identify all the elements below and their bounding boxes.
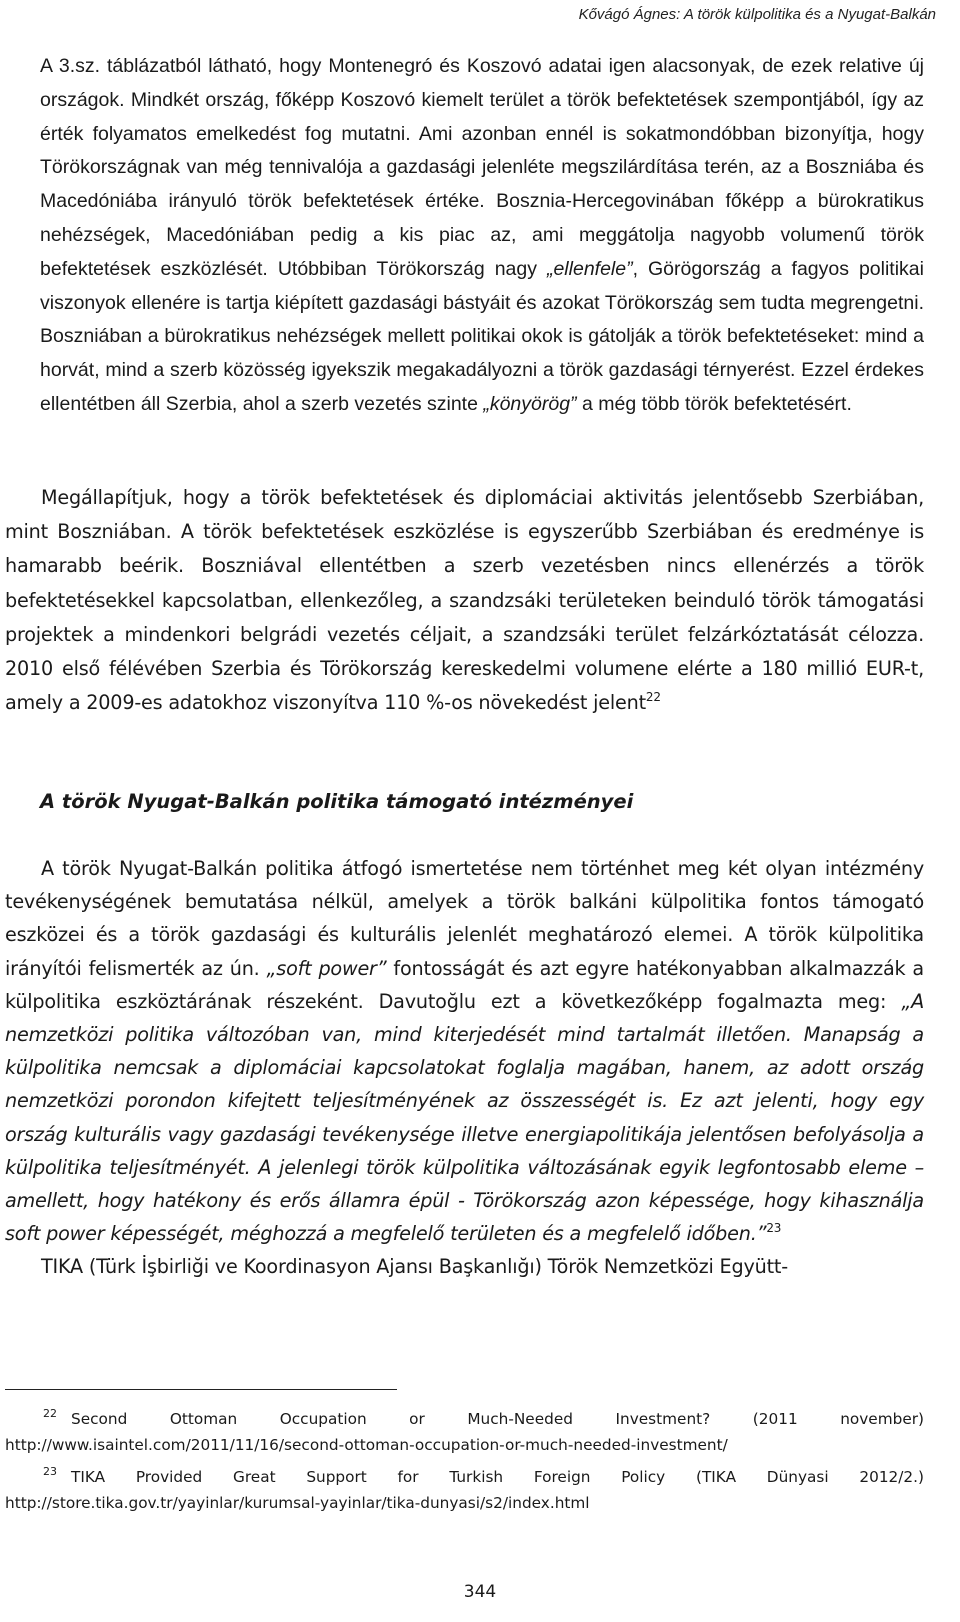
paragraph-tika: TIKA (Türk İşbirliği ve Koordinasyon Ajansı Başkanlığı) Török Nemzetközi Együtt- xyxy=(41,1255,788,1279)
emphasis-konyorog: „könyörög” xyxy=(483,392,577,415)
davutoglu-quote: „A nemzetközi politika változóban van, mind kiterjedését mind tartalmát illetően. Manapság a külpolitika nemcsak a diplomáciai kapcsolatokat foglalja magában, hanem, az adott ország nemzetközi porondon kifejtett teljesítményének az összességét is. Ez azt jelenti, hogy egy ország kulturális vagy gazdasági tevékenysége illetve energiapolitikája jelentősen befolyásolja a külpolitika teljesítményét. A jelenlegi török külpolitika változásának egyik legfontosabb eleme – amellett, hogy hatékony és erős államra épül - Törökország azon képessége, hogy kihasználja soft power képességét, méghozzá a megfelelő területen és a megfelelő időben.” xyxy=(5,989,924,1246)
footnote-ref-23[interactable]: 23 xyxy=(766,1221,782,1236)
paragraph-text: fontosságát és azt egyre hatékonyabban alkalmazzák a külpolitika eszköztárának részeként. Davutoğlu ezt a következőképp fogalmazta meg: xyxy=(5,956,924,1013)
footnote-23 xyxy=(5,1464,924,1516)
paragraph-text: A 3.sz. táblázatból látható, hogy Montenegró és Koszovó adatai igen alacsonyak, de ezek relative új országok. Mindkét ország, főképp Koszovó kiemelt terület a török befektetések szempontjából, így az érték folyamatos emelkedést fog mutatni. Ami azonban ennél is sokatmondóbban bizonyítja, hogy Törökországnak van még tennivalója a gazdasági jelenléte megszilárdítása terén, az a Boszniába és Macedóniába irányuló török befektetések értéke. Bosznia-Hercegovinában főképp a bürokratikus nehézségek, Macedóniában pedig a kis piac az, ami meggátolja nagyobb volumenű török befektetések eszközlését. Utóbbiban Törökország nagy xyxy=(40,55,924,280)
footnotes xyxy=(5,1406,924,1522)
paragraph-text: , Görögország a fagyos politikai viszonyok ellenére is tartja kiépített gazdasági bástyáit és azokat Törökország sem tudta megrengetni. Boszniában a bürokratikus nehézségek mellett politikai okok is gátolják a török befektetéseket: mind a horvát, mind a szerb közösség igyekszik megakadályozni a török gazdasági térnyerést. Ezzel érdekes ellentétben áll Szerbia, ahol a szerb vezetés szinte xyxy=(40,257,924,415)
footnote-number: 22 xyxy=(43,1407,57,1420)
paragraph-text: Megállapítjuk, hogy a török befektetések és diplomáciai aktivitás jelentősebb Szerbiában, mint Boszniában. A török befektetések eszközlése is egyszerűbb Szerbiában és eredménye is hamarabb beérik. Boszniával ellentétben a szerb vezetésben nincs ellenérzés a török befektetésekkel kapcsolatban, ellenkezőleg, a szandzsáki területeken beinduló török támogatási projektek a mindenkori belgrádi vezetés céljait, a szandzsáki terület felzárkóztatását célozza. 2010 első félévében Szerbia és Törökország kereskedelmi volumene elérte a 180 millió EUR-t, amely a 2009-es adatokhoz viszonyítva 110 %-os növekedést jelent xyxy=(5,486,924,715)
paragraph-text: a még több török befektetésért. xyxy=(576,392,852,415)
footnote-number: 23 xyxy=(43,1465,57,1478)
paragraph-text: A török Nyugat-Balkán politika átfogó ismertetése nem történhet meg két olyan intézmény tevékenységének bemutatása nélkül, amelyek a török balkáni külpolitika fontos támogató eszközei és a török gazdasági és kulturális jelenlét meghatározó elemei. A török külpolitika irányítói felismerték az ún. xyxy=(5,857,924,980)
footnote-text[interactable]: TIKA Provided Great Support for Turkish Foreign Policy (TIKA Dünyasi 2012/2.) http://store.tika.gov.tr/yayinlar/kurumsal-yayinlar/tika-dunyasi/s2/index.html xyxy=(5,1468,924,1512)
emphasis-soft-power: „soft power” xyxy=(266,956,387,980)
paragraph-serbia-bosnia xyxy=(5,481,924,720)
emphasis-ellenfele: „ellenfele” xyxy=(546,257,633,280)
footnote-22 xyxy=(5,1406,924,1458)
footnote-ref-22[interactable]: 22 xyxy=(645,690,661,705)
running-header: Kővágó Ágnes: A török külpolitika és a Nyugat-Balkán xyxy=(578,6,936,23)
footnote-text[interactable]: Second Ottoman Occupation or Much-Needed Investment? (2011 november) http://www.isaintel.com/2011/11/16/second-ottoman-occupation-or-much-needed-investment/ xyxy=(5,1410,924,1454)
section-heading: A török Nyugat-Balkán politika támogató intézményei xyxy=(40,790,634,813)
paragraph-soft-power xyxy=(5,852,924,1284)
paragraph-montenegro-kosovo xyxy=(40,50,924,422)
footnote-divider xyxy=(5,1389,397,1390)
page-number: 344 xyxy=(463,1582,497,1602)
